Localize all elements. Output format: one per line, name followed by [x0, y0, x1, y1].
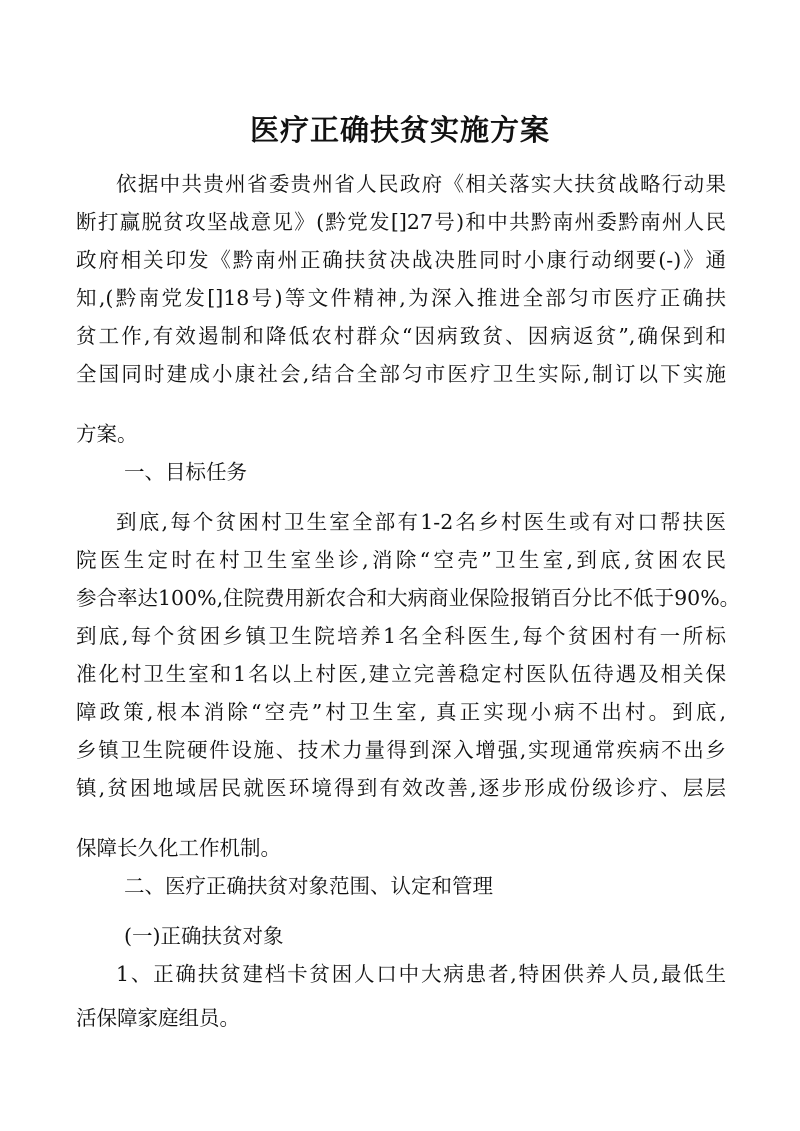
subsection-heading: (一)正确扶贫对象: [124, 924, 284, 948]
section-heading: 二、医疗正确扶贫对象范围、认定和管理: [124, 874, 493, 898]
paragraph-line: 知,(黔南党发[]18号)等文件精神,为深入推进全部匀市医疗正确扶: [76, 286, 726, 310]
paragraph-line: 参合率达100%,住院费用新农合和大病商业保险报销百分比不低于90%。: [76, 586, 741, 610]
paragraph-line: 院医生定时在村卫生室坐诊,消除“空壳”卫生室,到底,贫困农民: [76, 548, 726, 572]
paragraph-line: 活保障家庭组员。: [76, 1006, 240, 1030]
paragraph-line: 乡镇卫生院硬件设施、技术力量得到深入增强,实现通常疾病不出乡: [76, 738, 726, 762]
paragraph-line: 障政策,根本消除“空壳”村卫生室, 真正实现小病不出村。到底,: [76, 700, 726, 724]
section-heading: 一、目标任务: [124, 460, 247, 484]
paragraph-line: 准化村卫生室和1名以上村医,建立完善稳定村医队伍待遇及相关保: [76, 662, 726, 686]
paragraph-line: 贫工作,有效遏制和降低农村群众“因病致贫、因病返贫”,确保到和: [76, 324, 726, 348]
paragraph-line: 到底,每个贫困村卫生室全部有1-2名乡村医生或有对口帮扶医: [116, 510, 726, 534]
paragraph-line: 政府相关印发《黔南州正确扶贫决战决胜同时小康行动纲要(-)》通: [76, 248, 726, 272]
document-title: 医疗正确扶贫实施方案: [249, 113, 550, 147]
paragraph-line: 到底,每个贫困乡镇卫生院培养1名全科医生,每个贫困村有一所标: [76, 624, 726, 648]
paragraph-line: 1、正确扶贫建档卡贫困人口中大病患者,特困供养人员,最低生: [116, 962, 726, 986]
paragraph-line: 方案。: [76, 422, 138, 446]
paragraph-line: 断打赢脱贫攻坚战意见》(黔党发[]27号)和中共黔南州委黔南州人民: [76, 210, 726, 234]
paragraph-line: 保障长久化工作机制。: [76, 836, 281, 860]
paragraph-line: 依据中共贵州省委贵州省人民政府《相关落实大扶贫战略行动果: [116, 172, 726, 196]
paragraph-line: 镇,贫困地域居民就医环境得到有效改善,逐步形成份级诊疗、层层: [76, 776, 726, 800]
paragraph-line: 全国同时建成小康社会,结合全部匀市医疗卫生实际,制订以下实施: [76, 362, 726, 386]
